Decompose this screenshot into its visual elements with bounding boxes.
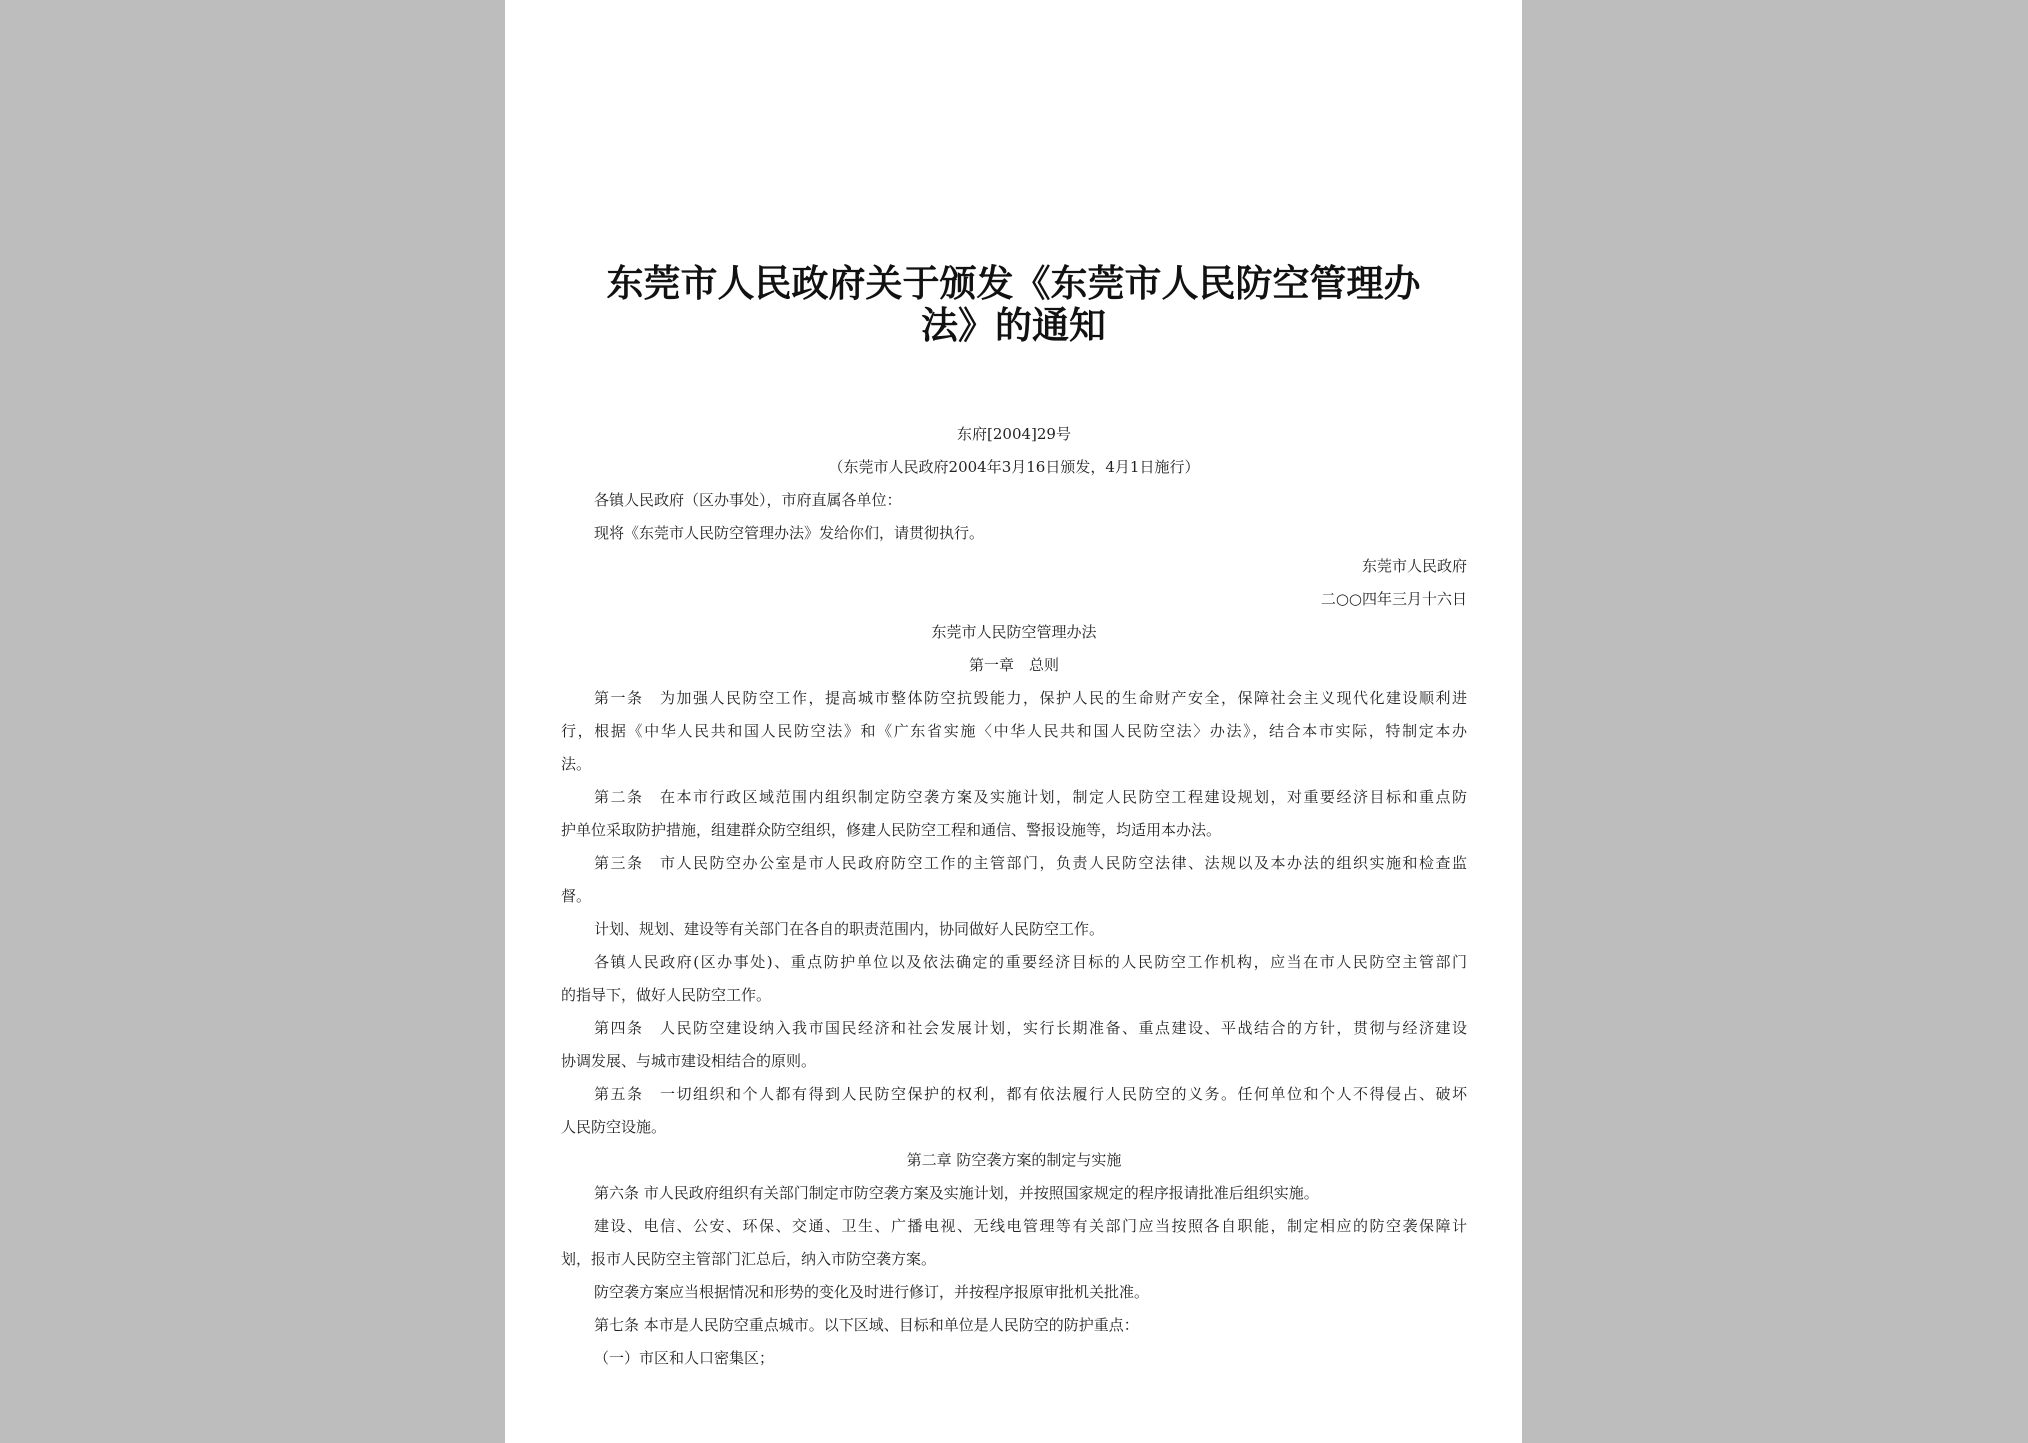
document-line: 第二章 防空袭方案的制定与实施: [906, 1151, 1122, 1169]
document-line: 东府[2004]29号: [957, 425, 1071, 443]
document-line: 第四条 人民防空建设纳入我市国民经济和社会发展计划，实行长期准备、重点建设、平战结合的方针，贯彻与经济建设: [594, 1019, 1467, 1037]
document-line: （东莞市人民政府2004年3月16日颁发，4月1日施行）: [828, 458, 1200, 476]
document-line: 东莞市人民政府: [1361, 557, 1467, 575]
document-line: 第一条 为加强人民防空工作，提高城市整体防空抗毁能力，保护人民的生命财产安全，保障社会主义现代化建设顺利进: [594, 689, 1467, 707]
document-body: [561, 418, 1467, 1375]
document-line: 各镇人民政府（区办事处），市府直属各单位：: [594, 491, 902, 509]
document-line: 现将《东莞市人民防空管理办法》发给你们，请贯彻执行。: [594, 524, 985, 542]
document-line: 第三条 市人民防空办公室是市人民政府防空工作的主管部门，负责人民防空法律、法规以及本办法的组织实施和检查监: [594, 854, 1467, 872]
document-line: 第六条 市人民政府组织有关部门制定市防空袭方案及实施计划，并按照国家规定的程序报请批准后组织实施。: [594, 1184, 1319, 1202]
document-line: 计划、规划、建设等有关部门在各自的职责范围内，协同做好人民防空工作。: [594, 920, 1105, 938]
document-line: 第一章 总则: [968, 656, 1059, 674]
document-line: 护单位采取防护措施，组建群众防空组织，修建人民防空工程和通信、警报设施等，均适用本办法。: [561, 821, 1222, 839]
document-line: 督。: [561, 887, 592, 905]
document-line: 划，报市人民防空主管部门汇总后，纳入市防空袭方案。: [561, 1250, 937, 1268]
document-line: 二○○四年三月十六日: [1320, 590, 1467, 608]
document-line: 建设、电信、公安、环保、交通、卫生、广播电视、无线电管理等有关部门应当按照各自职能，制定相应的防空袭保障计: [594, 1217, 1467, 1235]
document-page: [505, 0, 1522, 1443]
document-line: 第五条 一切组织和个人都有得到人民防空保护的权利，都有依法履行人民防空的义务。任何单位和个人不得侵占、破坏: [594, 1085, 1467, 1103]
document-line: （一）市区和人口密集区；: [594, 1349, 775, 1367]
document-line: 行，根据《中华人民共和国人民防空法》和《广东省实施〈中华人民共和国人民防空法〉办法》，结合本市实际，特制定本办: [561, 722, 1467, 740]
document-line: 第二条 在本市行政区域范围内组织制定防空袭方案及实施计划，制定人民防空工程建设规划，对重要经济目标和重点防: [594, 788, 1467, 806]
document-title: 东莞市人民政府关于颁发《东莞市人民防空管理办法》的通知: [606, 261, 1421, 347]
document-line: 第七条 本市是人民防空重点城市。以下区域、目标和单位是人民防空的防护重点：: [594, 1316, 1139, 1334]
document-line: 东莞市人民防空管理办法: [931, 623, 1097, 641]
document-line: 人民防空设施。: [561, 1118, 667, 1136]
document-line: 的指导下，做好人民防空工作。: [561, 986, 772, 1004]
document-line: 协调发展、与城市建设相结合的原则。: [561, 1052, 817, 1070]
document-line: 防空袭方案应当根据情况和形势的变化及时进行修订，并按程序报原审批机关批准。: [594, 1283, 1150, 1301]
document-line: 法。: [561, 755, 592, 773]
document-line: 各镇人民政府(区办事处)、重点防护单位以及依法确定的重要经济目标的人民防空工作机构，应当在市人民防空主管部门: [594, 953, 1467, 971]
